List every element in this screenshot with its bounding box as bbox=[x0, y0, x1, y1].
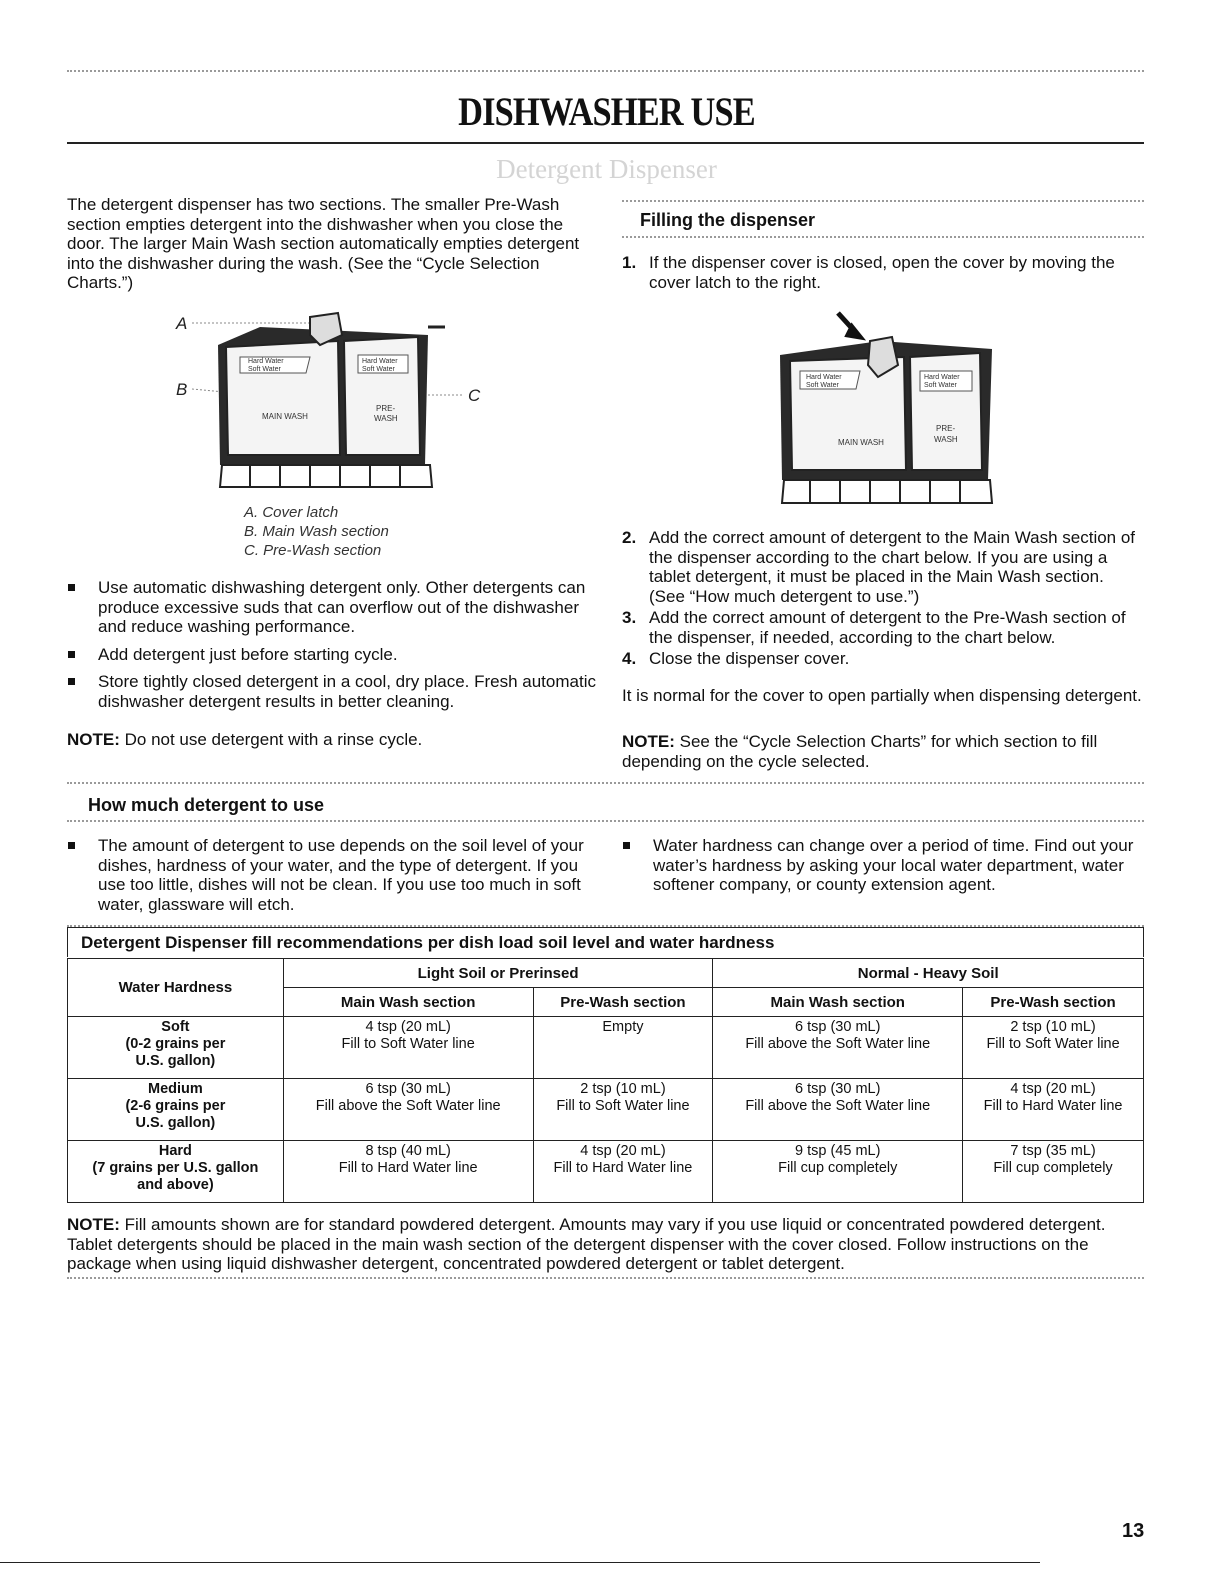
svg-text:MAIN WASH: MAIN WASH bbox=[262, 412, 308, 421]
rinse-note: NOTE: Do not use detergent with a rinse cycle. bbox=[67, 730, 423, 749]
table-cell: 4 tsp (20 mL) Fill to Hard Water line bbox=[963, 1079, 1144, 1141]
table-cell: 4 tsp (20 mL) Fill to Soft Water line bbox=[283, 1017, 533, 1079]
pre-wash-header: Pre-Wash section bbox=[533, 988, 713, 1017]
footer-rule bbox=[0, 1562, 1040, 1563]
bullet-icon bbox=[68, 842, 75, 849]
list-item: 4. Close the dispenser cover. bbox=[622, 649, 850, 668]
water-hardness-header: Water Hardness bbox=[68, 959, 284, 1017]
svg-text:Soft Water: Soft Water bbox=[248, 366, 281, 373]
howmuch-bottom-rule bbox=[67, 820, 1144, 822]
filling-step-1 bbox=[622, 253, 1142, 292]
caption-a: A. Cover latch bbox=[244, 504, 339, 521]
table-row bbox=[68, 1017, 1144, 1079]
svg-text:Soft Water: Soft Water bbox=[924, 382, 957, 389]
row-header-hard: Hard (7 grains per U.S. gallon and above) bbox=[68, 1141, 284, 1203]
main-wash-header: Main Wash section bbox=[283, 988, 533, 1017]
dispenser-illustration bbox=[170, 305, 500, 505]
list-item: Use automatic dishwashing detergent only. Other detergents can produce excessive suds that can overflow out of the dishwasher and reduce washing performance. bbox=[67, 578, 597, 637]
bullet-icon bbox=[68, 584, 75, 591]
table-cell: 2 tsp (10 mL) Fill to Soft Water line bbox=[963, 1017, 1144, 1079]
table-cell: 2 tsp (10 mL) Fill to Soft Water line bbox=[533, 1079, 713, 1141]
list-item: The amount of detergent to use depends on the soil level of your dishes, hardness of your water, and the type of detergent. If you use too little, dishes will not be clean. If you use too much in soft water, glassware will etch. bbox=[67, 836, 597, 914]
table-cell: 6 tsp (30 mL) Fill above the Soft Water line bbox=[713, 1079, 963, 1141]
table-cell: 9 tsp (45 mL) Fill cup completely bbox=[713, 1141, 963, 1203]
recommendation-table bbox=[67, 958, 1144, 1203]
howmuch-right-list bbox=[622, 836, 1144, 903]
howmuch-left-list bbox=[67, 836, 597, 922]
page-number: 13 bbox=[1122, 1520, 1145, 1542]
filling-heading: Filling the dispenser bbox=[640, 210, 816, 230]
svg-text:PRE-: PRE- bbox=[936, 424, 956, 433]
bottom-dotted-rule bbox=[67, 1277, 1144, 1279]
list-item: Store tightly closed detergent in a cool, dry place. Fresh automatic dishwasher detergent results in better cleaning. bbox=[67, 672, 597, 711]
svg-text:Hard Water: Hard Water bbox=[248, 358, 284, 365]
svg-text:Hard Water: Hard Water bbox=[924, 374, 960, 381]
svg-text:PRE-: PRE- bbox=[376, 404, 396, 413]
table-cell: 6 tsp (30 mL) Fill above the Soft Water line bbox=[713, 1017, 963, 1079]
svg-text:Hard Water: Hard Water bbox=[362, 358, 398, 365]
dispenser-figure-open bbox=[760, 305, 1010, 515]
table-cell: 4 tsp (20 mL) Fill to Hard Water line bbox=[533, 1141, 713, 1203]
dispenser-open-illustration bbox=[760, 305, 1010, 515]
table-row bbox=[68, 1079, 1144, 1141]
row-header-medium: Medium (2-6 grains per U.S. gallon) bbox=[68, 1079, 284, 1141]
row-header-soft: Soft (0-2 grains per U.S. gallon) bbox=[68, 1017, 284, 1079]
normal-heavy-soil-header: Normal - Heavy Soil bbox=[713, 959, 1144, 988]
svg-text:WASH: WASH bbox=[374, 414, 398, 423]
label-c: C bbox=[468, 386, 481, 405]
top-dotted-rule bbox=[67, 70, 1144, 72]
svg-text:MAIN WASH: MAIN WASH bbox=[838, 438, 884, 447]
svg-text:Soft Water: Soft Water bbox=[362, 366, 395, 373]
light-soil-header: Light Soil or Prerinsed bbox=[283, 959, 713, 988]
list-item: Add detergent just before starting cycle. bbox=[67, 645, 597, 665]
pre-wash-header: Pre-Wash section bbox=[963, 988, 1144, 1017]
bullet-icon bbox=[68, 651, 75, 658]
list-item: 2. Add the correct amount of detergent to the Main Wash section of the dispenser according to the chart below. If you are using a tablet detergent, it must be placed in the Main Wash section. (See “How much detergent to use.”) bbox=[622, 528, 1136, 606]
main-wash-header: Main Wash section bbox=[713, 988, 963, 1017]
bullet-icon bbox=[68, 678, 75, 685]
recommendation-table-wrap bbox=[67, 958, 1144, 1203]
recommendation-table-box bbox=[67, 927, 1144, 957]
table-cell: Empty bbox=[533, 1017, 713, 1079]
table-row bbox=[68, 1141, 1144, 1203]
figure-captions bbox=[244, 503, 504, 560]
table-title: Detergent Dispenser fill recommendations per dish load soil level and water hardness bbox=[81, 933, 775, 952]
title-underline bbox=[67, 142, 1144, 144]
bullet-icon bbox=[623, 842, 630, 849]
filling-steps bbox=[622, 528, 1144, 669]
svg-text:Soft Water: Soft Water bbox=[806, 382, 839, 389]
dispensing-normal-text: It is normal for the cover to open partially when dispensing detergent. bbox=[622, 686, 1142, 705]
list-item: Water hardness can change over a period of time. Find out your water’s hardness by asking your local water department, water softener company, or county extension agent. bbox=[622, 836, 1144, 895]
table-cell: 8 tsp (40 mL) Fill to Hard Water line bbox=[283, 1141, 533, 1203]
intro-paragraph: The detergent dispenser has two sections. The smaller Pre-Wash section empties detergent into the dishwasher when you close the door. The larger Main Wash section automatically empties detergent into the dishwasher during the wash. (See the “Cycle Selection Charts.”) bbox=[67, 195, 580, 292]
howmuch-heading: How much detergent to use bbox=[88, 795, 325, 815]
dispenser-figure-labeled bbox=[170, 305, 500, 505]
detergent-tips-list bbox=[67, 578, 597, 719]
filling-top-rule bbox=[622, 200, 1144, 202]
table-cell: 7 tsp (35 mL) Fill cup completely bbox=[963, 1141, 1144, 1203]
section-title: Detergent Dispenser bbox=[496, 154, 717, 184]
list-item: 3. Add the correct amount of detergent to the Pre-Wash section of the dispenser, if needed, according to the chart below. bbox=[622, 608, 1126, 647]
caption-b: B. Main Wash section bbox=[244, 523, 389, 540]
table-cell: 6 tsp (30 mL) Fill above the Soft Water line bbox=[283, 1079, 533, 1141]
svg-text:Hard Water: Hard Water bbox=[806, 374, 842, 381]
cycle-note: NOTE: See the “Cycle Selection Charts” for which section to fill depending on the cycle selected. bbox=[622, 732, 1098, 771]
svg-text:WASH: WASH bbox=[934, 435, 958, 444]
filling-bottom-rule bbox=[622, 236, 1144, 238]
label-b: B bbox=[176, 380, 188, 399]
label-a: A bbox=[176, 314, 188, 333]
caption-c: C. Pre-Wash section bbox=[244, 542, 382, 559]
fill-amounts-note: NOTE: Fill amounts shown are for standard powdered detergent. Amounts may vary if you use liquid or concentrated powdered detergent. Tablet detergents should be placed in the main wash section of the detergent dispenser with the cover closed. Follow instructions on the package when using liquid dishwasher detergent, concentrated powdered detergent or tablet detergent. bbox=[67, 1215, 1106, 1273]
howmuch-top-rule bbox=[67, 782, 1144, 784]
table-header-row bbox=[68, 959, 1144, 988]
page-title: DISHWASHER USE bbox=[458, 89, 755, 134]
list-item: 1. If the dispenser cover is closed, open the cover by moving the cover latch to the right. bbox=[622, 253, 1115, 292]
